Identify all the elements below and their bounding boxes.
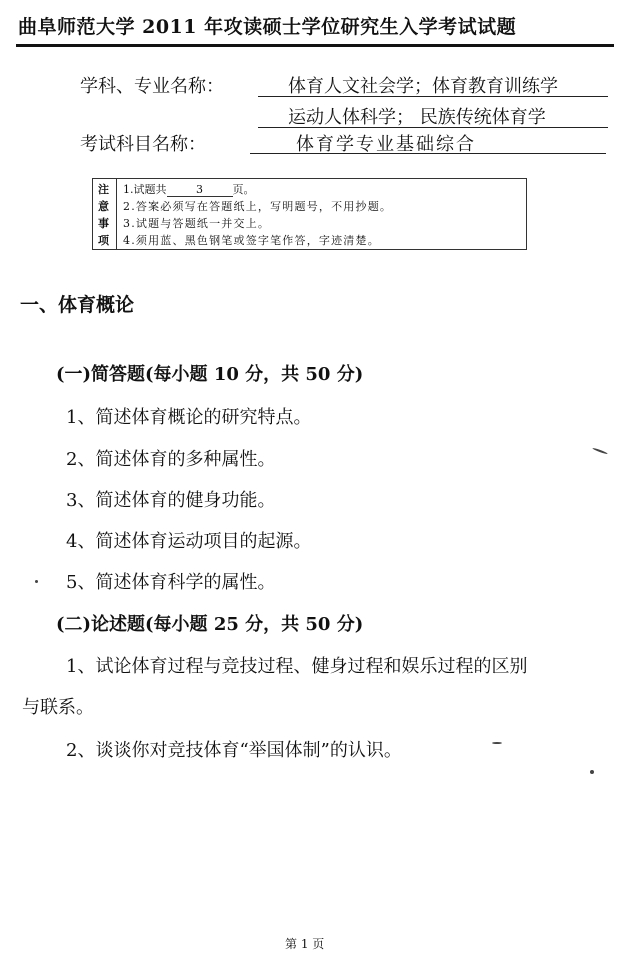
exam-subject-label: 考试科目名称： — [80, 134, 206, 155]
part2-title: (二)论述题(每小题 25 分，共 50 分) — [56, 614, 364, 635]
header-divider — [16, 44, 614, 47]
scan-speck — [492, 742, 502, 744]
scan-speck — [592, 447, 608, 454]
scan-speck — [590, 770, 594, 774]
exam-subject-underline — [250, 153, 606, 154]
subject-line-2: 运动人体科学； 民族传统体育学 — [288, 107, 546, 128]
scan-speck — [35, 580, 38, 583]
question-item: 5、简述体育科学的属性。 — [66, 572, 276, 593]
exam-subject-value: 体育学专业基础综合 — [296, 134, 476, 155]
page-count: 3 — [167, 184, 233, 197]
notice-item-3: 3.试题与答题纸一并交上。 — [123, 217, 271, 230]
subject-underline-1 — [258, 96, 608, 97]
notice-item-1-prefix: 1.试题共 — [123, 183, 167, 196]
section-title: 一、体育概论 — [20, 294, 135, 316]
question-item: 4、简述体育运动项目的起源。 — [66, 531, 312, 552]
notice-box — [92, 178, 527, 250]
notice-header — [93, 179, 117, 249]
question-item: 2、简述体育的多种属性。 — [66, 449, 276, 470]
question-item: 1、简述体育概论的研究特点。 — [66, 407, 312, 428]
notice-head-char: 项 — [98, 234, 109, 247]
exam-header-title: 曲阜师范大学 2011 年攻读硕士学位研究生入学考试试题 — [18, 16, 517, 38]
notice-head-char: 意 — [98, 200, 109, 213]
notice-head-char: 注 — [98, 183, 109, 196]
notice-item-1 — [123, 181, 255, 197]
question-item: 3、简述体育的健身功能。 — [66, 490, 276, 511]
notice-item-1-suffix: 页。 — [232, 183, 255, 196]
part1-title: (一)简答题(每小题 10 分，共 50 分) — [56, 364, 364, 385]
subject-line-1: 体育人文社会学；体育教育训练学 — [288, 76, 558, 97]
essay-question-1-line-2: 与联系。 — [22, 697, 94, 718]
essay-question-1-line-1: 1、试论体育过程与竞技过程、健身过程和娱乐过程的区别 — [66, 656, 528, 677]
essay-question-2: 2、谈谈你对竞技体育“举国体制”的认识。 — [66, 740, 402, 761]
page-number: 第 1 页 — [285, 937, 325, 951]
notice-head-char: 事 — [98, 217, 109, 230]
subject-underline-2 — [258, 127, 608, 128]
subject-label: 学科、专业名称： — [80, 76, 224, 97]
notice-item-2: 2.答案必须写在答题纸上，写明题号，不用抄题。 — [123, 200, 393, 213]
notice-item-4: 4.须用蓝、黑色钢笔或签字笔作答，字迹清楚。 — [123, 234, 380, 247]
